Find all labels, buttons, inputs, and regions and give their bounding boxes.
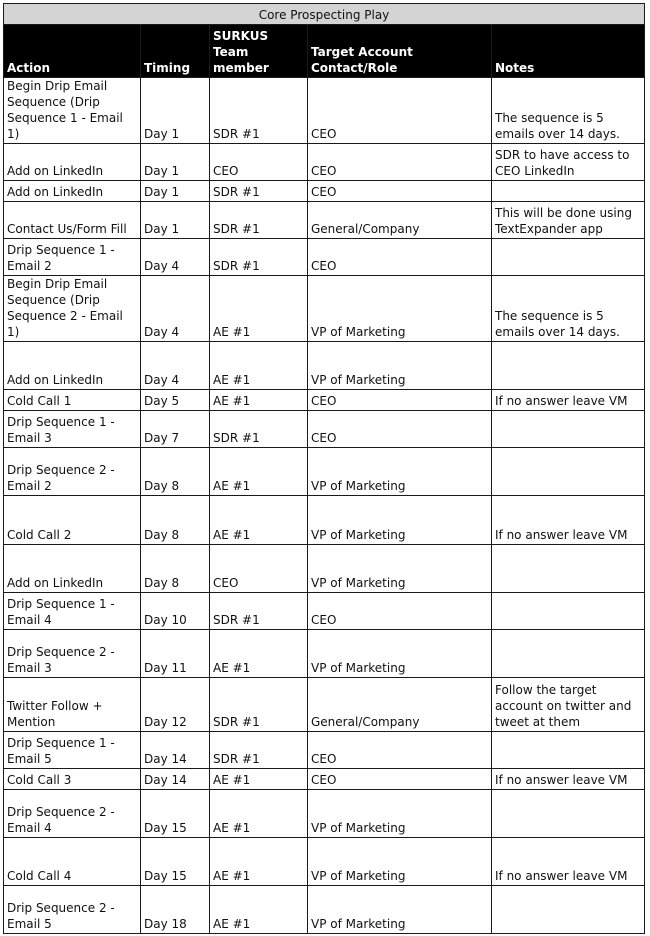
table-row: [4, 769, 645, 790]
cell-action: Drip Sequence 1 - Email 3: [4, 411, 141, 448]
cell-notes: [492, 886, 645, 934]
cell-team-member: CEO: [210, 144, 308, 181]
cell-team-member: SDR #1: [210, 732, 308, 769]
cell-team-member: SDR #1: [210, 181, 308, 202]
cell-notes: [492, 181, 645, 202]
cell-team-member: CEO: [210, 545, 308, 593]
cell-team-member: SDR #1: [210, 239, 308, 276]
cell-notes: SDR to have access to CEO LinkedIn: [492, 144, 645, 181]
table-row: [4, 411, 645, 448]
cell-team-member: SDR #1: [210, 411, 308, 448]
cell-team-member: AE #1: [210, 496, 308, 545]
cell-timing: Day 8: [141, 545, 210, 593]
cell-notes: The sequence is 5 emails over 14 days.: [492, 78, 645, 144]
cell-team-member: AE #1: [210, 448, 308, 496]
column-header-notes: Notes: [492, 25, 645, 78]
cell-notes: If no answer leave VM: [492, 838, 645, 886]
cell-team-member: SDR #1: [210, 678, 308, 732]
column-header-timing: Timing: [141, 25, 210, 78]
cell-target-role: CEO: [308, 593, 492, 630]
cell-team-member: SDR #1: [210, 593, 308, 630]
prospecting-table: [3, 3, 645, 934]
table-row: [4, 790, 645, 838]
table-row: [4, 390, 645, 411]
cell-action: Add on LinkedIn: [4, 545, 141, 593]
cell-action: Contact Us/Form Fill: [4, 202, 141, 239]
cell-timing: Day 14: [141, 732, 210, 769]
table-row: [4, 202, 645, 239]
cell-timing: Day 4: [141, 239, 210, 276]
cell-target-role: CEO: [308, 78, 492, 144]
cell-action: Twitter Follow + Mention: [4, 678, 141, 732]
cell-timing: Day 4: [141, 276, 210, 342]
cell-notes: Follow the target account on twitter and tweet at them: [492, 678, 645, 732]
cell-action: Begin Drip Email Sequence (Drip Sequence 1 - Email 1): [4, 78, 141, 144]
cell-target-role: VP of Marketing: [308, 276, 492, 342]
cell-team-member: AE #1: [210, 342, 308, 390]
cell-action: Cold Call 1: [4, 390, 141, 411]
cell-target-role: CEO: [308, 181, 492, 202]
column-header-action: Action: [4, 25, 141, 78]
table-row: [4, 838, 645, 886]
header-row: [4, 25, 645, 78]
table-row: [4, 342, 645, 390]
cell-action: Add on LinkedIn: [4, 144, 141, 181]
cell-team-member: SDR #1: [210, 78, 308, 144]
cell-target-role: VP of Marketing: [308, 448, 492, 496]
cell-notes: [492, 342, 645, 390]
cell-timing: Day 14: [141, 769, 210, 790]
cell-action: Drip Sequence 2 - Email 4: [4, 790, 141, 838]
cell-action: Cold Call 4: [4, 838, 141, 886]
column-header-target-role: Target Account Contact/Role: [308, 25, 492, 78]
cell-timing: Day 15: [141, 790, 210, 838]
cell-target-role: VP of Marketing: [308, 342, 492, 390]
cell-notes: If no answer leave VM: [492, 769, 645, 790]
cell-timing: Day 18: [141, 886, 210, 934]
cell-notes: [492, 593, 645, 630]
cell-action: Begin Drip Email Sequence (Drip Sequence 2 - Email 1): [4, 276, 141, 342]
cell-timing: Day 12: [141, 678, 210, 732]
cell-notes: [492, 630, 645, 678]
cell-notes: [492, 411, 645, 448]
cell-timing: Day 8: [141, 496, 210, 545]
table-row: [4, 144, 645, 181]
table-row: [4, 78, 645, 144]
cell-timing: Day 15: [141, 838, 210, 886]
table-row: [4, 276, 645, 342]
cell-target-role: VP of Marketing: [308, 838, 492, 886]
cell-team-member: AE #1: [210, 630, 308, 678]
cell-target-role: VP of Marketing: [308, 496, 492, 545]
table-row: [4, 732, 645, 769]
table-row: [4, 678, 645, 732]
cell-target-role: CEO: [308, 732, 492, 769]
title-row: [4, 4, 645, 25]
cell-target-role: CEO: [308, 144, 492, 181]
table-row: [4, 886, 645, 934]
table-row: [4, 496, 645, 545]
table-row: [4, 448, 645, 496]
cell-target-role: CEO: [308, 390, 492, 411]
cell-notes: [492, 790, 645, 838]
cell-notes: [492, 545, 645, 593]
cell-action: Add on LinkedIn: [4, 181, 141, 202]
cell-action: Drip Sequence 2 - Email 5: [4, 886, 141, 934]
cell-timing: Day 1: [141, 202, 210, 239]
cell-target-role: General/Company: [308, 202, 492, 239]
cell-action: Drip Sequence 2 - Email 2: [4, 448, 141, 496]
cell-action: Add on LinkedIn: [4, 342, 141, 390]
cell-team-member: AE #1: [210, 790, 308, 838]
cell-team-member: AE #1: [210, 390, 308, 411]
cell-notes: If no answer leave VM: [492, 496, 645, 545]
cell-timing: Day 11: [141, 630, 210, 678]
cell-team-member: SDR #1: [210, 202, 308, 239]
cell-target-role: CEO: [308, 411, 492, 448]
cell-timing: Day 10: [141, 593, 210, 630]
table-row: [4, 593, 645, 630]
cell-action: Cold Call 2: [4, 496, 141, 545]
cell-notes: This will be done using TextExpander app: [492, 202, 645, 239]
cell-target-role: VP of Marketing: [308, 630, 492, 678]
table-row: [4, 630, 645, 678]
cell-timing: Day 1: [141, 78, 210, 144]
table-row: [4, 181, 645, 202]
cell-timing: Day 1: [141, 181, 210, 202]
cell-target-role: General/Company: [308, 678, 492, 732]
cell-team-member: AE #1: [210, 276, 308, 342]
cell-target-role: CEO: [308, 769, 492, 790]
cell-action: Drip Sequence 1 - Email 2: [4, 239, 141, 276]
cell-notes: The sequence is 5 emails over 14 days.: [492, 276, 645, 342]
cell-notes: [492, 239, 645, 276]
cell-timing: Day 4: [141, 342, 210, 390]
column-header-team-member: SURKUS Team member: [210, 25, 308, 78]
cell-team-member: AE #1: [210, 886, 308, 934]
cell-notes: [492, 732, 645, 769]
cell-action: Drip Sequence 1 - Email 5: [4, 732, 141, 769]
cell-action: Drip Sequence 2 - Email 3: [4, 630, 141, 678]
cell-timing: Day 5: [141, 390, 210, 411]
table-title: Core Prospecting Play: [4, 4, 645, 25]
cell-target-role: VP of Marketing: [308, 886, 492, 934]
cell-timing: Day 1: [141, 144, 210, 181]
table-row: [4, 545, 645, 593]
cell-target-role: VP of Marketing: [308, 545, 492, 593]
cell-action: Drip Sequence 1 - Email 4: [4, 593, 141, 630]
cell-timing: Day 8: [141, 448, 210, 496]
cell-team-member: AE #1: [210, 838, 308, 886]
cell-notes: [492, 448, 645, 496]
cell-target-role: VP of Marketing: [308, 790, 492, 838]
table-row: [4, 239, 645, 276]
cell-team-member: AE #1: [210, 769, 308, 790]
cell-notes: If no answer leave VM: [492, 390, 645, 411]
cell-timing: Day 7: [141, 411, 210, 448]
cell-target-role: CEO: [308, 239, 492, 276]
cell-action: Cold Call 3: [4, 769, 141, 790]
